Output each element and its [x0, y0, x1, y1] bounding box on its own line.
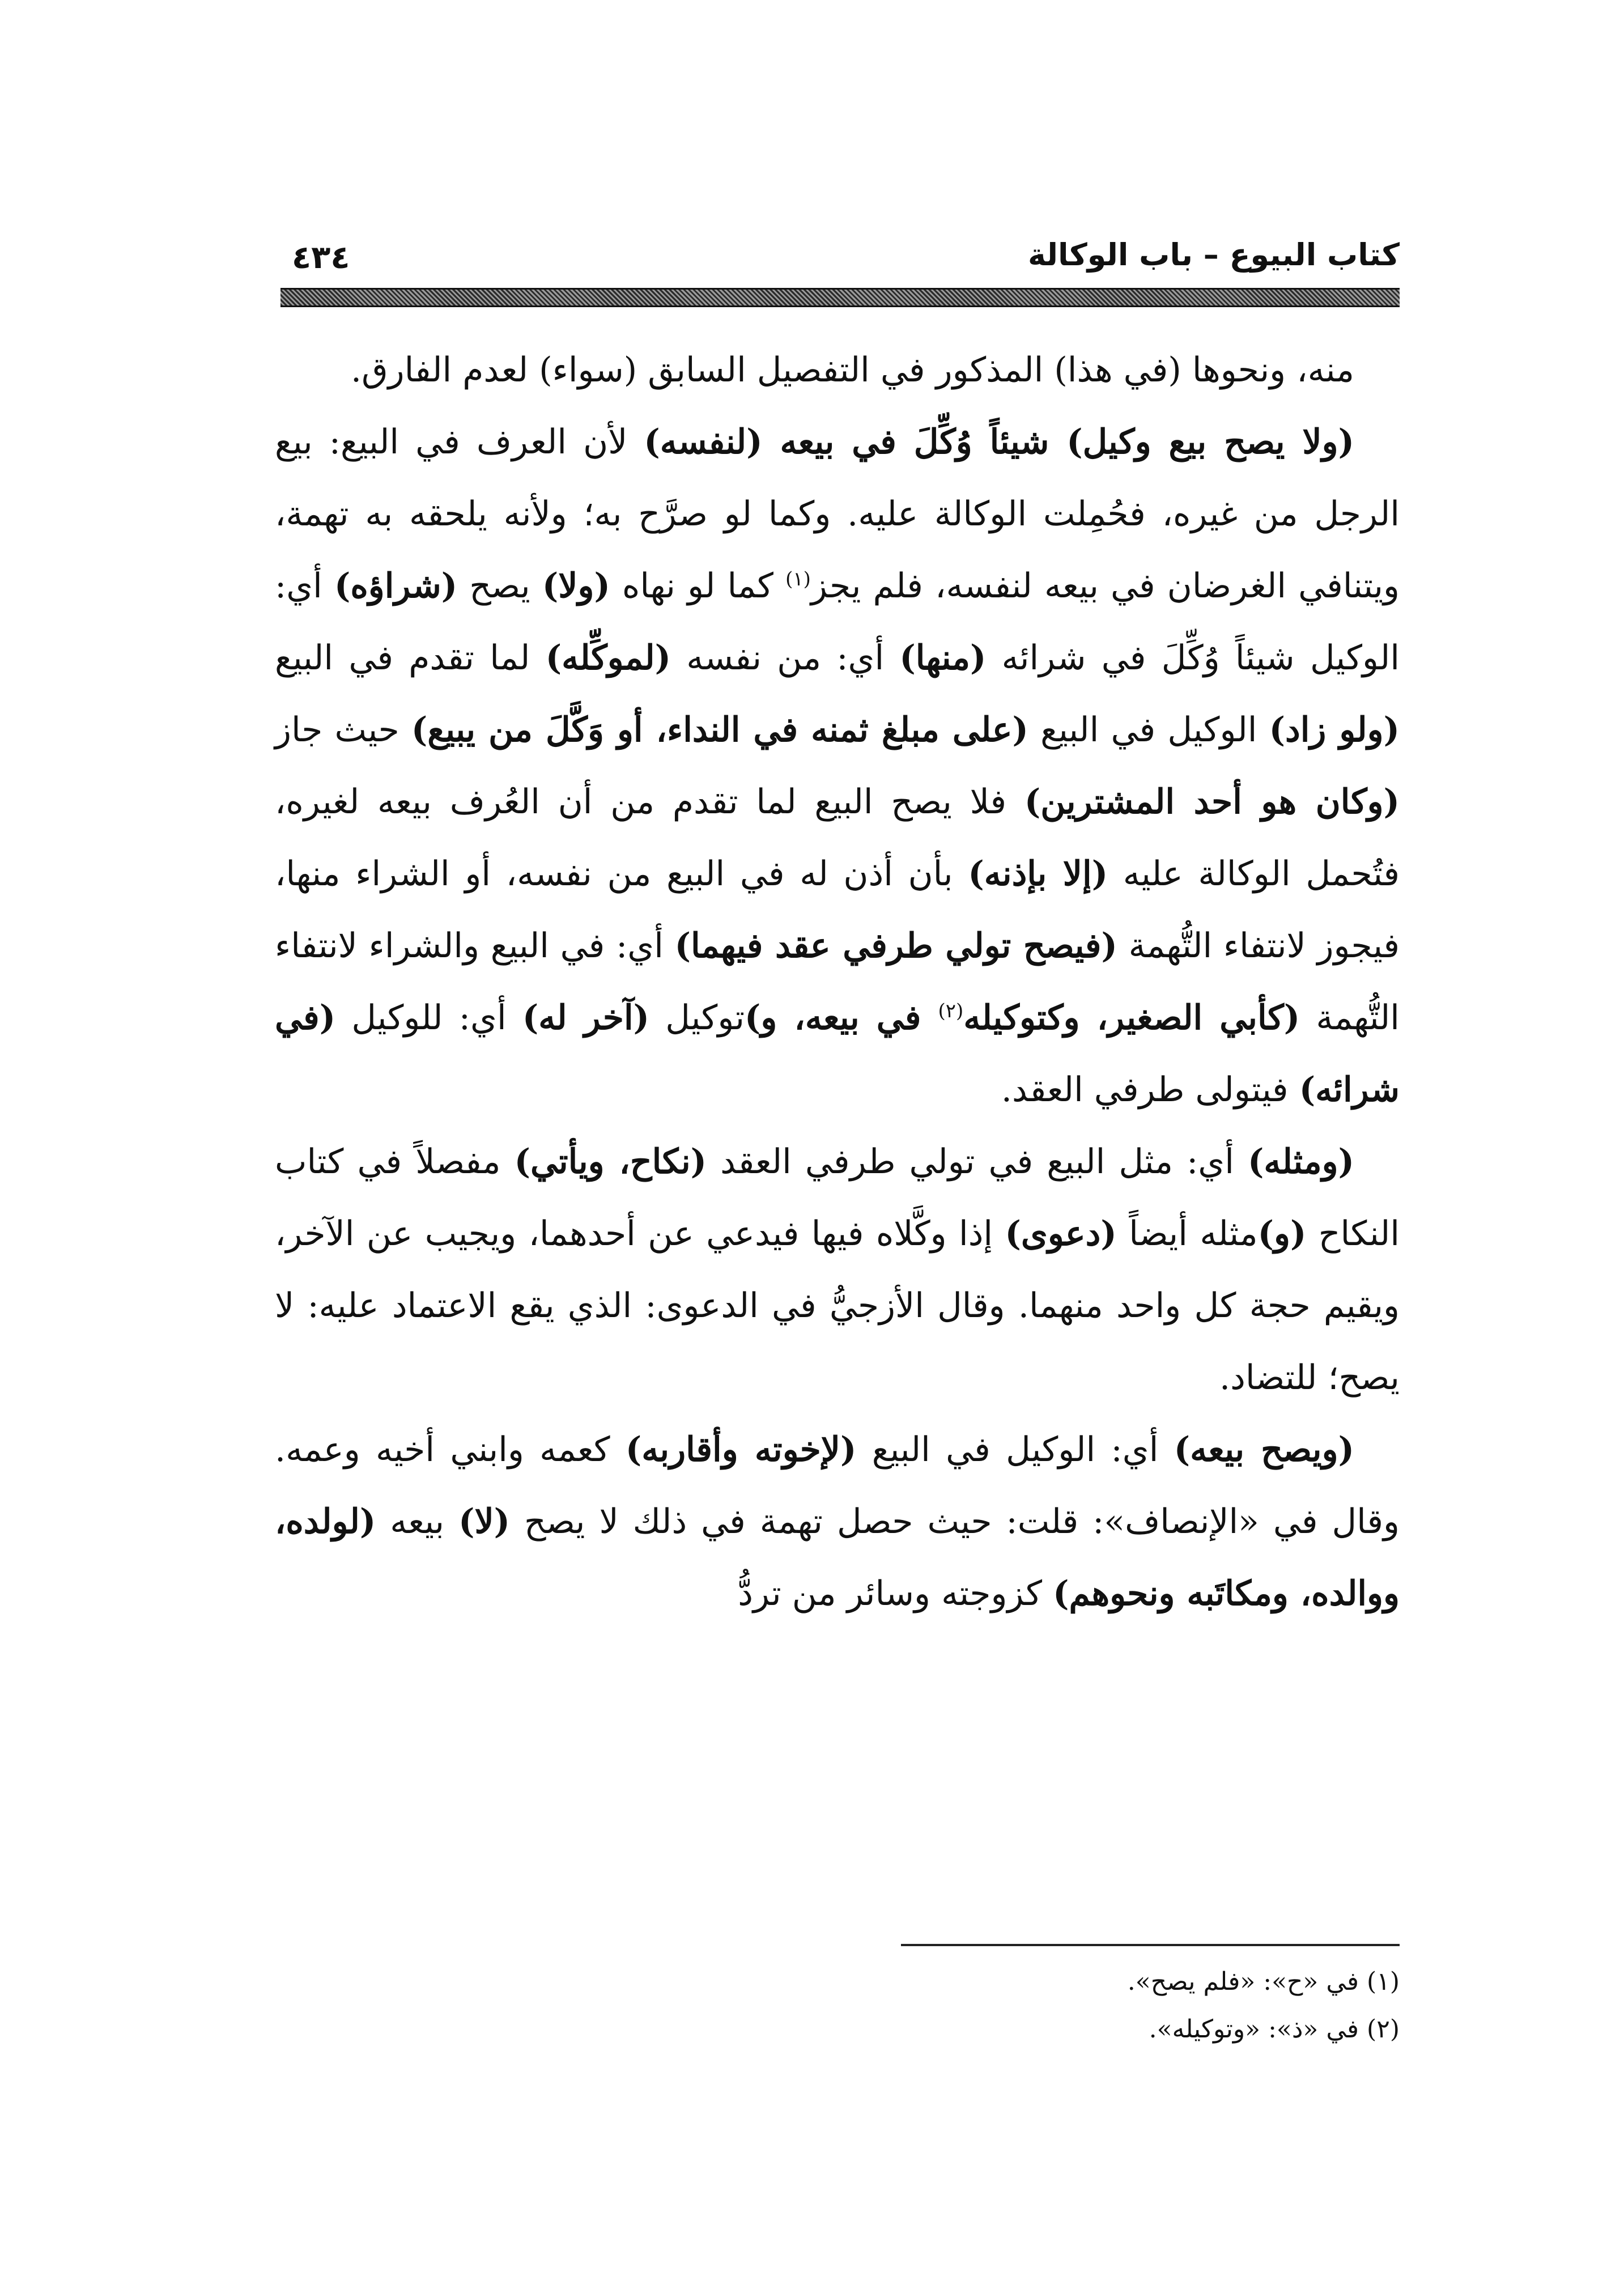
matn-phrase: (ولا يصح بيع وكيل) شيئاً وُكِّلَ في بيعه (لنفسه): [644, 422, 1354, 462]
matn-phrase: (ومثله): [1247, 1142, 1354, 1182]
footnotes: [720, 1958, 1400, 2053]
matn-phrase: (ولا): [542, 566, 610, 606]
matn-phrase: (على مبلغ ثمنه في النداء، أو وَكَّلَ من يبيع): [411, 710, 1028, 750]
matn-phrase: (فيصح تولي طرفي عقد فيهما): [674, 926, 1117, 966]
footnote-marker-2[interactable]: (٢): [938, 1000, 964, 1022]
footnote-2: (٢) في «ذ»: «وتوكيله».: [1149, 2015, 1400, 2044]
sharh-text: توكيل: [649, 998, 745, 1038]
main-text: [275, 334, 1400, 1630]
sharh-text: إذا وكَّلاه فيها فيدعي عن أحدهما، ويجيب عن الآخر، ويقيم حجة كل واحد منهما. وقال الأزجيُّ في الدعوى: الذي يقع الاعتماد عليه: لا يصح؛ للتضاد.: [275, 1214, 1400, 1398]
page-header: [280, 227, 1400, 283]
sharh-text: مثله أيضاً: [1116, 1214, 1258, 1254]
sharh-text: يصح: [457, 566, 542, 606]
sharh-text: لما تقدم في البيع: [275, 638, 546, 678]
matn-phrase: (دعوى): [1005, 1214, 1117, 1254]
header-rule: [280, 288, 1400, 307]
sharh-text: أي: الوكيل شيئاً وُكِّلَ في شرائه: [275, 566, 1400, 678]
matn-phrase: (ويصح بيعه): [1174, 1430, 1354, 1470]
sharh-text: فلا يصح البيع لما تقدم من أن العُرف بيعه لغيره، فتُحمل الوكالة عليه: [275, 782, 1400, 894]
sharh-text: لأن العرف في البيع: بيع الرجل من غيره، فحُمِلت الوكالة عليه. وكما لو صرَّح به؛ ولأنه يلحقه به تهمة، ويتنافي الغرضان في بيعه لنفسه، فلم يجز: [275, 422, 1400, 606]
sharh-text: الوكيل في البيع: [1028, 710, 1269, 750]
matn-phrase: (منها): [899, 638, 987, 678]
matn-phrase: (في شرائه): [275, 998, 1400, 1110]
matn-phrase: (شراؤه): [334, 566, 458, 606]
sharh-text: حيث جاز: [275, 710, 411, 750]
footnote-separator: [901, 1944, 1400, 1946]
page-number: ٤٣٤: [292, 239, 350, 276]
footnote-1: (١) في «ح»: «فلم يصح».: [1127, 1967, 1400, 1996]
sharh-text: أي: الوكيل في البيع: [856, 1430, 1174, 1470]
matn-phrase: (لإخوته وأقاربه): [625, 1430, 857, 1470]
sharh-text: مفصلاً في كتاب النكاح: [275, 1142, 1400, 1254]
paragraph-3: [275, 1126, 1400, 1414]
matn-phrase: (آخر له): [522, 998, 650, 1038]
matn-phrase: (لا): [458, 1502, 511, 1542]
sharh-text: فيتولى طرفي العقد.: [1001, 1070, 1299, 1110]
sharh-text: أي: مثل البيع في تولي طرفي العقد: [707, 1142, 1248, 1182]
matn-phrase: (و): [1257, 1214, 1307, 1254]
sharh-text: بيعه: [376, 1502, 459, 1542]
sharh-text: أي: للوكيل: [335, 998, 522, 1038]
sharh-text: كعمه وابني أخيه وعمه. وقال في «الإنصاف»: قلت: حيث حصل تهمة في ذلك لا يصح: [275, 1430, 1400, 1542]
paragraph-2: [275, 406, 1400, 1126]
matn-phrase: في بيعه، و): [745, 998, 938, 1038]
sharh-text: كزوجته وسائر من تردُّ: [738, 1574, 1053, 1613]
matn-phrase: (نكاح، ويأتي): [514, 1142, 707, 1182]
matn-phrase: (لموكِّله): [545, 638, 671, 678]
paragraph-4: [275, 1414, 1400, 1630]
matn-phrase: (كأبي الصغير، وكتوكيله: [963, 998, 1300, 1038]
paragraph-1-text: منه، ونحوها (في هذا) المذكور في التفصيل السابق (سواء) لعدم الفارق.: [351, 350, 1354, 390]
matn-phrase: (ولو زاد): [1269, 710, 1400, 750]
matn-phrase: (لولده، ووالده، ومكاتَبه ونحوهم): [275, 1502, 1400, 1613]
matn-phrase: (وكان هو أحد المشترين): [1024, 782, 1400, 822]
sharh-text: أي: في البيع والشراء لانتفاء التُّهمة: [275, 926, 1400, 1038]
sharh-text: أي: من نفسه: [671, 638, 900, 678]
sharh-text: كما لو نهاه: [610, 566, 786, 606]
footnote-marker-1[interactable]: (١): [785, 568, 811, 591]
matn-phrase: (إلا بإذنه): [968, 854, 1108, 894]
running-title: كتاب البيوع – باب الوكالة: [1028, 237, 1400, 273]
paragraph-1: [275, 334, 1400, 406]
sharh-text: بأن أذن له في البيع من نفسه، أو الشراء منها، فيجوز لانتفاء التُّهمة: [275, 854, 1400, 966]
